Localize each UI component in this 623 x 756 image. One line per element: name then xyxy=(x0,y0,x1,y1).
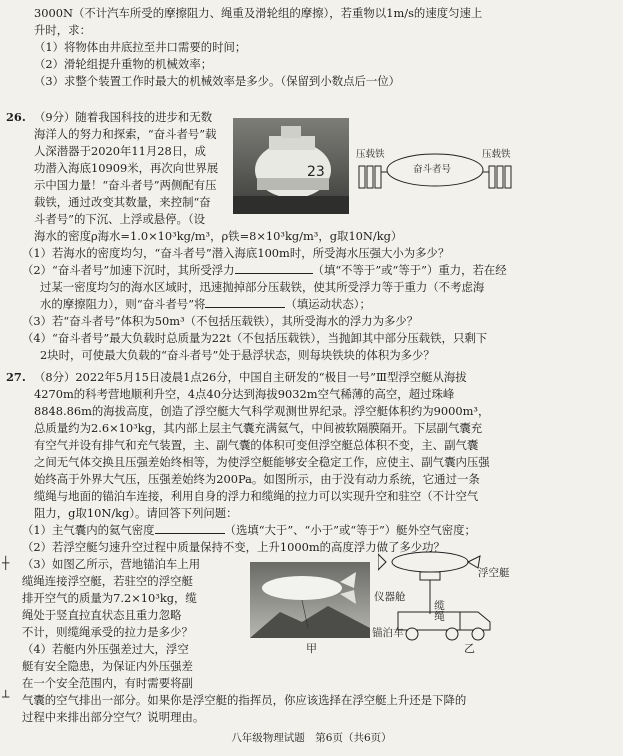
q27-tail-2: 过程中来排出部分空气？说明理由。 xyxy=(22,710,205,724)
q27-line: 之间无气体交换且压强差始终相等，为使浮空艇能够安全稳定工作，应使主、副气囊内压强 xyxy=(34,455,490,469)
q27-line: 缆绳与地面的锚泊车连接，利用自身的浮力和缆绳的拉力可以实现升空和驻空（不计空气 xyxy=(34,489,479,503)
cable-label: 缆绳 xyxy=(433,600,445,621)
truck-label: 锚泊车 xyxy=(372,627,404,639)
q27-line: 阻力，g取10N/kg）。请回答下列问题： xyxy=(34,506,238,520)
margin-mark: ┼ xyxy=(2,556,10,570)
q27-sub-3-line: （3）如图乙所示，营地锚泊车上用 xyxy=(22,557,201,571)
margin-mark: ┴ xyxy=(2,690,10,704)
figure-yi-label: 乙 xyxy=(464,642,475,655)
q26-line: 海洋人的努力和探索，“奋斗者号”载 xyxy=(34,127,217,141)
q27-line: 8848.86m的海拔高度，创造了浮空艇大气科学观测世界纪录。浮空艇体积约为9000m³， xyxy=(34,404,490,418)
top-sub-1: （1）将物体由井底拉至井口需要的时间； xyxy=(34,40,247,54)
figure-jia-label: 甲 xyxy=(306,642,317,655)
q27-line: 始终高于外界大气压，压强差始终为200Pa。如图所示，由于没有动力系统，它通过一条 xyxy=(34,472,480,486)
top-line-1: 3000N（不计汽车所受的摩擦阻力、绳重及滑轮组的摩擦），若重物以1m/s的速度匀速上 xyxy=(34,6,483,20)
q27-sub-3-line: 排开空气的质量为7.2×10³kg，缆 xyxy=(22,591,197,605)
answer-blank[interactable] xyxy=(235,263,313,274)
q27-line: 有空气并设有排气和充气装置，主、副气囊的体积可变但浮空艇总体积不变，主、副气囊 xyxy=(34,438,479,452)
q26-line: 功潜入海底10909米，再次向世界展 xyxy=(34,161,219,175)
cabin-label: 仪器舱 xyxy=(374,591,406,603)
q26-line: 示中国力量！“奋斗者号”两侧配有压 xyxy=(34,178,217,192)
q27-sub-1: （1）主气囊内的氦气密度 （选填“大于”、“小于”或“等于”）艇外空气密度； xyxy=(22,523,476,537)
q26-line: （9分）随着我国科技的进步和无数 xyxy=(34,110,213,124)
q27-line: （8分）2022年5月15日凌晨1点26分，中国自主研发的“极目一号”Ⅲ型浮空艇从海拔 xyxy=(34,370,467,384)
q27-tail-1: 气囊的空气排出一部分。如果你是浮空艇的指挥员，你应该选择在浮空艇上升还是下降的 xyxy=(22,693,467,707)
q26-sub-4: （4）“奋斗者号”最大负载时总质量为22t（不包括压载铁），当抛卸其中部分压载铁，只剩下 xyxy=(22,331,488,345)
top-sub-3: （3）求整个装置工作时最大的机械效率是多少。（保留到小数点后一位） xyxy=(34,74,401,88)
q26-sub-1: （1）若海水的密度均匀，“奋斗者号”潜入海底100m时，所受海水压强大小为多少？ xyxy=(22,246,450,260)
q26-number: 26. xyxy=(6,110,26,124)
q27-number: 27. xyxy=(6,370,26,384)
q27-sub-4-line: 在一个安全范围内，有时需要将副 xyxy=(22,676,193,690)
q26-sub-4-cont: 2块时，可使最大负载的“奋斗者号”处于悬浮状态，则每块铁块的体积为多少？ xyxy=(40,348,435,362)
fendouzhe-photo xyxy=(233,118,349,214)
q27-sub-3-line: 不计，则缆绳承受的拉力是多少？ xyxy=(22,625,193,639)
q27-sub-3-line: 绳处于竖直拉直状态且重力忽略 xyxy=(22,608,182,622)
top-line-2: 升时，求： xyxy=(34,23,91,37)
q27-sub-3-line: 缆绳连接浮空艇，若驻空的浮空艇 xyxy=(22,574,193,588)
answer-blank[interactable] xyxy=(155,523,225,534)
q27-sub-2: （2）若浮空艇匀速升空过程中质量保持不变，上升1000m的高度浮力做了多少功？ xyxy=(22,540,445,554)
q26-line: 斗者号”的下沉、上浮或悬停。（设 xyxy=(34,212,205,226)
q26-sub-2: （2）“奋斗者号”加速下沉时，其所受浮力 （填“不等于”或“等于”）重力，若在经 xyxy=(22,263,507,277)
top-sub-2: （2）滑轮组提升重物的机械效率； xyxy=(34,57,213,71)
balloon-label: 浮空艇 xyxy=(478,567,510,579)
fendouzhe-label: 奋斗者号 xyxy=(413,164,452,175)
svg-text:23: 23 xyxy=(307,164,325,180)
aerostat-photo xyxy=(250,562,370,638)
q26-sub-2-cont: 过某一密度均匀的海水区域时，迅速抛掉部分压载铁，使其所受浮力等于重力（不考虑海 xyxy=(40,280,485,294)
q26-line: 载铁，通过改变其数量，来控制“奋 xyxy=(34,195,211,209)
q27-line: 4270m的科考营地顺利升空，4点40分达到海拔9032m空气稀薄的高空，超过珠峰 xyxy=(34,387,455,401)
q27-sub-4-line: 艇有安全隐患，为保证内外压强差 xyxy=(22,659,193,673)
q26-line: 海水的密度ρ海水=1.0×10³kg/m³，ρ铁=8×10³kg/m³，g取10N/kg） xyxy=(34,229,403,243)
ballast-left-label: 压载铁 xyxy=(356,149,385,160)
q26-sub-2-end: 水的摩擦阻力），则“奋斗者号”将 （填运动状态）； xyxy=(40,297,371,311)
q26-line: 人深潜器于2020年11月28日，成 xyxy=(34,144,206,158)
page-footer: 八年级物理试题 第6页（共6页） xyxy=(231,732,392,744)
q27-sub-4-line: （4）若艇内外压强差过大，浮空 xyxy=(22,642,189,656)
q26-sub-3: （3）若“奋斗者号”体积为50m³（不包括压载铁），其所受海水的浮力为多少？ xyxy=(22,314,419,328)
answer-blank[interactable] xyxy=(205,297,285,308)
q27-line: 总质量约为2.6×10³kg，其内部上层主气囊充满氦气，中间被软隔膜隔开。下层副气囊充 xyxy=(34,421,483,435)
ballast-right-label: 压载铁 xyxy=(482,149,511,160)
